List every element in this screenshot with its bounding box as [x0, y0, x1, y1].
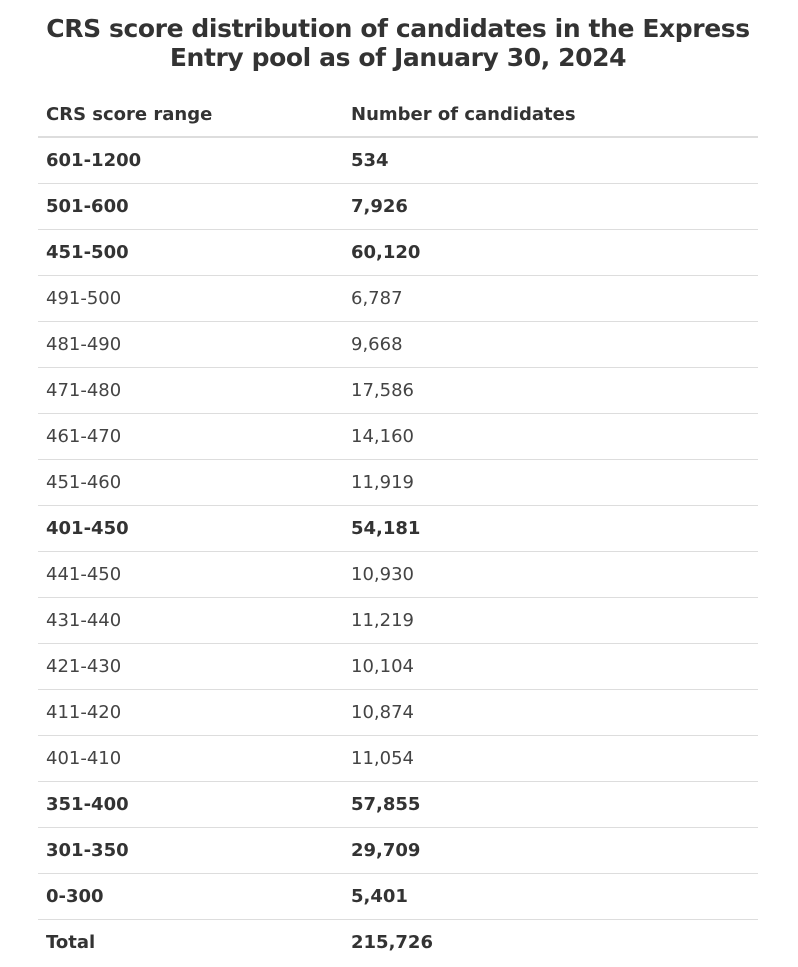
score-range-cell: 451-460 [38, 460, 343, 506]
score-range-cell: Total [46, 932, 96, 953]
candidate-count-cell: 17,586 [343, 368, 758, 414]
table-row [38, 552, 758, 598]
score-range-cell: 401-410 [38, 736, 343, 782]
crs-distribution-table [38, 92, 758, 965]
table-row [38, 690, 758, 736]
candidate-count-cell: 11,219 [343, 598, 758, 644]
candidate-count-cell: 54,181 [343, 506, 758, 552]
candidate-count-cell: 534 [343, 137, 758, 184]
candidate-count-cell: 60,120 [343, 230, 758, 276]
score-range-cell: 501-600 [38, 184, 343, 230]
table-row [38, 644, 758, 690]
score-range-cell: 351-400 [38, 782, 343, 828]
table-row [38, 276, 758, 322]
table-total-row [38, 920, 758, 966]
score-range-cell: 411-420 [38, 690, 343, 736]
candidate-count-cell: 10,874 [343, 690, 758, 736]
table-header-row [38, 92, 758, 137]
score-range-cell: 401-450 [38, 506, 343, 552]
table-row [38, 414, 758, 460]
score-range-cell: 481-490 [38, 322, 343, 368]
score-range-cell: 431-440 [38, 598, 343, 644]
score-range-cell: 601-1200 [38, 137, 343, 184]
score-range-cell: 471-480 [38, 368, 343, 414]
table-row [38, 598, 758, 644]
candidate-count-cell: 215,726 [351, 932, 433, 953]
score-range-cell: 441-450 [38, 552, 343, 598]
score-range-cell: 421-430 [38, 644, 343, 690]
table-row [38, 322, 758, 368]
table-row [38, 736, 758, 782]
table-row [38, 368, 758, 414]
candidate-count-cell: 5,401 [343, 874, 758, 920]
header-crs-score-range: CRS score range [38, 92, 343, 137]
table-row [38, 782, 758, 828]
candidate-count-cell: 11,919 [343, 460, 758, 506]
candidate-count-cell: 7,926 [343, 184, 758, 230]
score-range-cell: 451-500 [38, 230, 343, 276]
score-range-cell: 0-300 [38, 874, 343, 920]
table-row [38, 506, 758, 552]
table-row [38, 230, 758, 276]
table-row [38, 460, 758, 506]
header-number-of-candidates: Number of candidates [343, 92, 758, 137]
candidate-count-cell: 57,855 [343, 782, 758, 828]
page-title: CRS score distribution of candidates in the Express Entry pool as of January 30, 2024 [46, 14, 750, 72]
candidate-count-cell: 10,104 [343, 644, 758, 690]
table-row [38, 874, 758, 920]
candidate-count-cell: 11,054 [343, 736, 758, 782]
score-range-cell: 491-500 [38, 276, 343, 322]
table-body [38, 137, 758, 965]
table-row [38, 828, 758, 874]
score-range-cell: 461-470 [38, 414, 343, 460]
candidate-count-cell: 10,930 [343, 552, 758, 598]
candidate-count-cell: 6,787 [343, 276, 758, 322]
score-range-cell: 301-350 [38, 828, 343, 874]
candidate-count-cell: 9,668 [343, 322, 758, 368]
candidate-count-cell: 29,709 [343, 828, 758, 874]
candidate-count-cell: 14,160 [343, 414, 758, 460]
table-row [38, 184, 758, 230]
table-row [38, 137, 758, 184]
